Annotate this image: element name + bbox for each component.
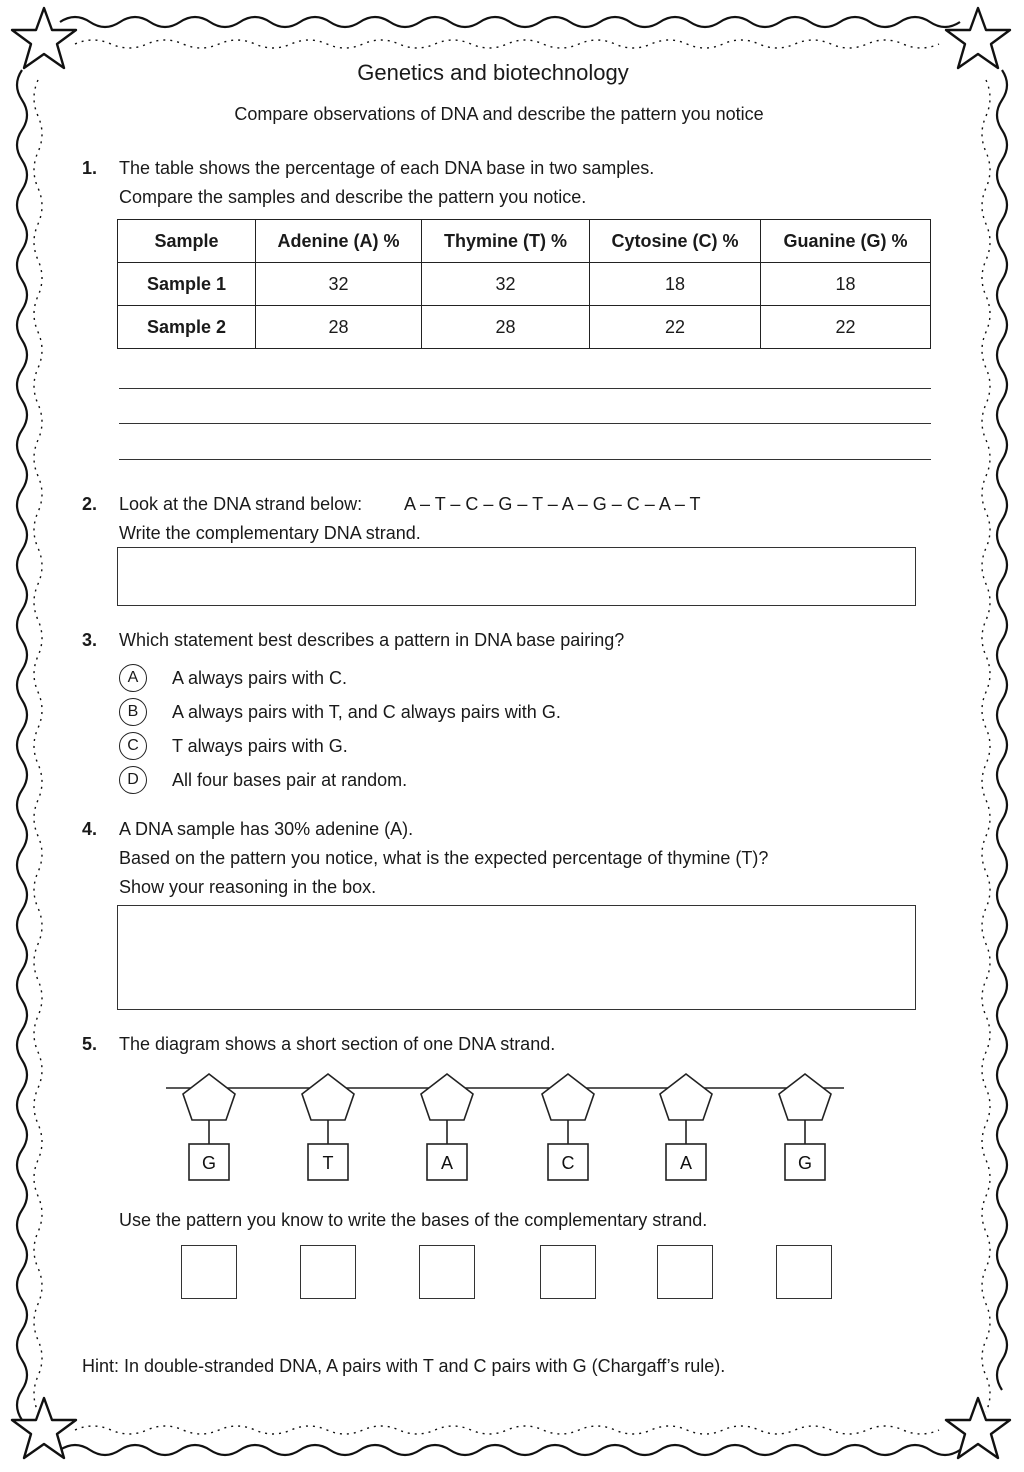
base-label: C — [561, 1153, 575, 1173]
table-cell: 18 — [761, 263, 931, 306]
complementary-base-box-2[interactable] — [300, 1245, 356, 1299]
table-header-row — [118, 220, 931, 263]
nucleotide — [542, 1074, 594, 1180]
question-number-3: 3. — [82, 630, 98, 650]
question-2-line-2: Write the complementary DNA strand. — [119, 523, 421, 543]
nucleotide — [421, 1074, 473, 1180]
question-4-line-1: A DNA sample has 30% adenine (A). — [119, 819, 414, 839]
option-d-bubble[interactable]: D — [119, 766, 147, 794]
option-a-bubble[interactable]: A — [119, 664, 147, 692]
question-5-line-2: Use the pattern you know to write the bases of the complementary strand. — [119, 1210, 708, 1230]
nucleotide — [183, 1074, 235, 1180]
dna-base-table — [117, 219, 931, 349]
answer-line-1[interactable] — [119, 388, 931, 389]
base-label: A — [440, 1153, 454, 1173]
table-header-cytosine: Cytosine (C) % — [590, 220, 761, 263]
deoxyribose-sugar-icon — [183, 1074, 235, 1120]
question-number-4: 4. — [82, 819, 98, 839]
option-b-bubble[interactable]: B — [119, 698, 147, 726]
nucleotide — [779, 1074, 831, 1180]
base-label: G — [797, 1153, 813, 1173]
answer-box-2[interactable] — [117, 547, 916, 606]
dna-strand-diagram — [160, 1068, 850, 1188]
question-number-5: 5. — [82, 1034, 98, 1054]
table-cell: 32 — [422, 263, 590, 306]
table-cell: 32 — [256, 263, 422, 306]
question-number-2: 2. — [82, 494, 98, 514]
nucleotide — [660, 1074, 712, 1180]
table-header-adenine: Adenine (A) % — [256, 220, 422, 263]
table-header-guanine: Guanine (G) % — [761, 220, 931, 263]
deoxyribose-sugar-icon — [779, 1074, 831, 1120]
question-1-line-1: The table shows the percentage of each DNA base in two samples. — [119, 158, 655, 178]
complementary-base-box-3[interactable] — [419, 1245, 475, 1299]
complementary-base-box-6[interactable] — [776, 1245, 832, 1299]
option-a-text: A always pairs with C. — [172, 668, 348, 688]
question-2-line-1: Look at the DNA strand below: — [119, 494, 363, 514]
base-label: G — [201, 1153, 217, 1173]
hint-text: Hint: In double-stranded DNA, A pairs with T and C pairs with G (Chargaff’s rule). — [82, 1356, 726, 1376]
deoxyribose-sugar-icon — [421, 1074, 473, 1120]
deoxyribose-sugar-icon — [660, 1074, 712, 1120]
deoxyribose-sugar-icon — [302, 1074, 354, 1120]
question-1-line-2: Compare the samples and describe the pattern you notice. — [119, 187, 587, 207]
page-subtitle: Compare observations of DNA and describe the pattern you notice — [234, 104, 764, 124]
table-header-sample: Sample — [118, 220, 256, 263]
complementary-base-box-5[interactable] — [657, 1245, 713, 1299]
star-icon — [946, 1398, 1010, 1458]
option-d-text: All four bases pair at random. — [172, 770, 408, 790]
question-number-1: 1. — [82, 158, 98, 178]
answer-line-2[interactable] — [119, 423, 931, 424]
question-3-text: Which statement best describes a pattern in DNA base pairing? — [119, 630, 625, 650]
complementary-base-box-4[interactable] — [540, 1245, 596, 1299]
base-label: A — [679, 1153, 693, 1173]
dna-strand-sequence: A – T – C – G – T – A – G – C – A – T — [404, 494, 701, 514]
star-icon — [946, 8, 1010, 68]
deoxyribose-sugar-icon — [542, 1074, 594, 1120]
table-header-thymine: Thymine (T) % — [422, 220, 590, 263]
table-cell: 22 — [761, 306, 931, 349]
table-cell: 28 — [422, 306, 590, 349]
option-c-bubble[interactable]: C — [119, 732, 147, 760]
table-cell: 18 — [590, 263, 761, 306]
base-label: T — [322, 1153, 334, 1173]
page-title: Genetics and biotechnology — [357, 60, 629, 85]
table-cell: 22 — [590, 306, 761, 349]
option-b-text: A always pairs with T, and C always pairs with G. — [172, 702, 561, 722]
option-c-text: T always pairs with G. — [172, 736, 348, 756]
answer-box-4[interactable] — [117, 905, 916, 1010]
table-cell: 28 — [256, 306, 422, 349]
star-icon — [12, 1398, 76, 1458]
answer-line-3[interactable] — [119, 459, 931, 460]
question-4-line-3: Show your reasoning in the box. — [119, 877, 377, 897]
table-cell: Sample 2 — [118, 306, 256, 349]
table-row — [118, 263, 931, 306]
star-icon — [12, 8, 76, 68]
nucleotide — [302, 1074, 354, 1180]
table-cell: Sample 1 — [118, 263, 256, 306]
question-4-line-2: Based on the pattern you notice, what is the expected percentage of thymine (T)? — [119, 848, 769, 868]
complementary-base-box-1[interactable] — [181, 1245, 237, 1299]
table-row — [118, 306, 931, 349]
question-5-line-1: The diagram shows a short section of one DNA strand. — [119, 1034, 556, 1054]
